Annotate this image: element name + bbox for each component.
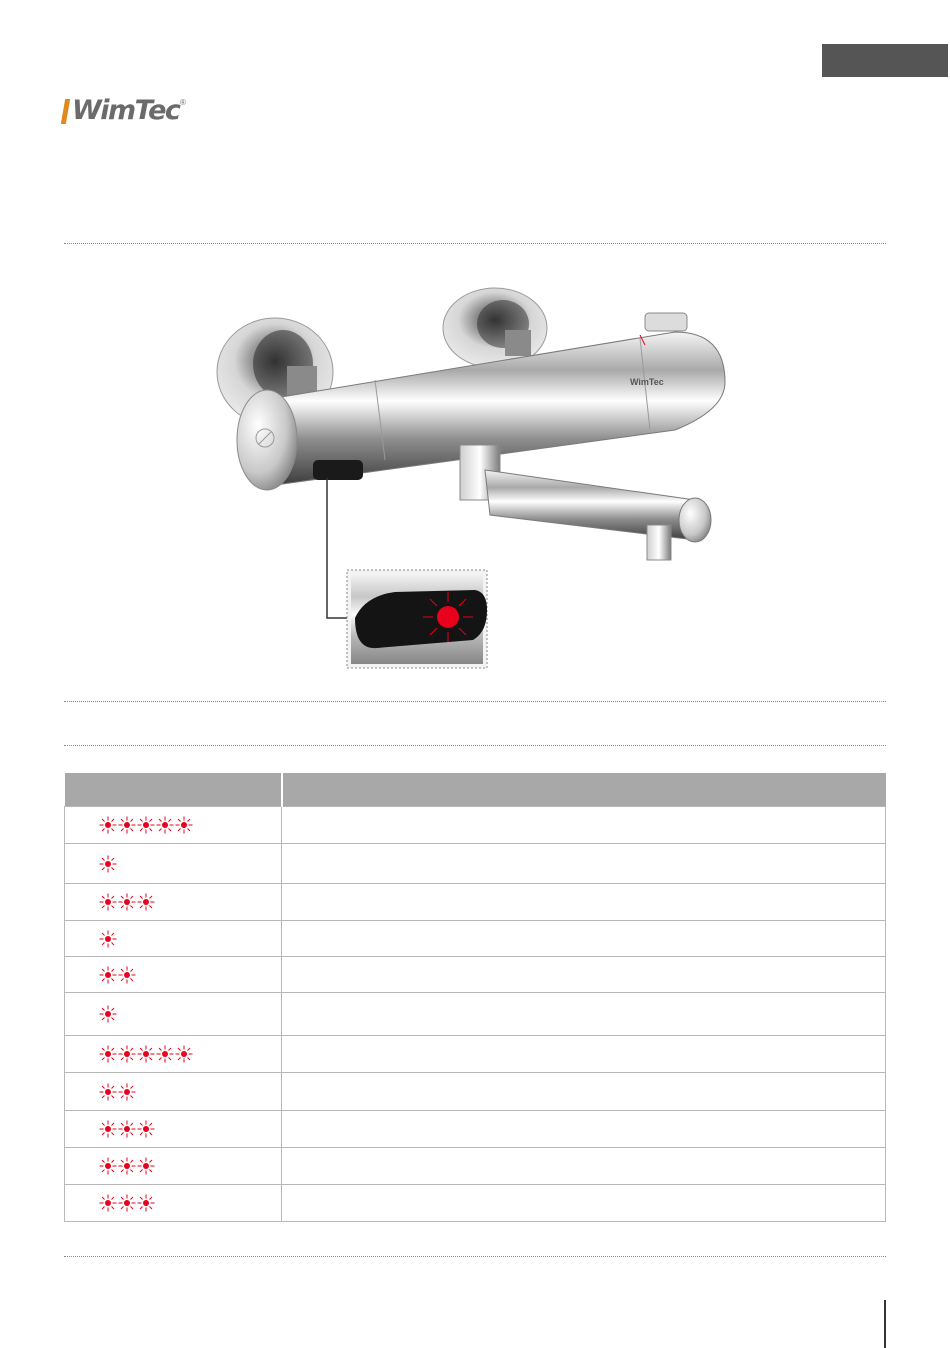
logo-text: WimTec xyxy=(72,95,180,126)
led-flash-icon xyxy=(137,1045,155,1063)
led-flash-icon xyxy=(99,1005,117,1023)
table-row xyxy=(65,1036,886,1073)
led-flash-icon xyxy=(137,1120,155,1138)
table-row xyxy=(65,921,886,957)
blink-pattern-cell xyxy=(65,1148,282,1185)
meaning-cell xyxy=(282,807,886,844)
table-row xyxy=(65,1111,886,1148)
table-row xyxy=(65,1148,886,1185)
led-flash-icon xyxy=(99,1120,117,1138)
meaning-cell xyxy=(282,1148,886,1185)
meaning-cell xyxy=(282,884,886,921)
led-flash-icon xyxy=(156,1045,174,1063)
meaning-cell xyxy=(282,844,886,884)
table-row xyxy=(65,993,886,1036)
registered-mark: ® xyxy=(180,98,186,107)
led-flash-icon xyxy=(137,893,155,911)
logo-mark xyxy=(61,99,70,124)
divider-top xyxy=(64,243,886,244)
table-row xyxy=(65,884,886,921)
meaning-cell xyxy=(282,1073,886,1111)
led-flash-icon xyxy=(99,1157,117,1175)
led-flash-icon xyxy=(99,966,117,984)
wimtec-logo xyxy=(63,96,203,130)
blink-pattern-cell xyxy=(65,921,282,957)
blink-pattern-cell xyxy=(65,993,282,1036)
faucet-illustration xyxy=(205,280,730,675)
meaning-cell xyxy=(282,1036,886,1073)
led-flash-icon xyxy=(99,1083,117,1101)
led-flash-icon xyxy=(137,1194,155,1212)
blink-pattern-cell xyxy=(65,844,282,884)
meaning-cell xyxy=(282,993,886,1036)
table-row xyxy=(65,844,886,884)
led-flash-icon xyxy=(118,1157,136,1175)
flash-sequence xyxy=(99,893,281,911)
led-flash-icon xyxy=(175,816,193,834)
table-row xyxy=(65,1185,886,1222)
blink-pattern-cell xyxy=(65,1185,282,1222)
led-flash-icon xyxy=(118,1194,136,1212)
divider-table-top xyxy=(64,745,886,746)
led-flash-icon xyxy=(118,816,136,834)
flash-sequence xyxy=(99,930,281,948)
blink-pattern-cell xyxy=(65,884,282,921)
divider-bottom xyxy=(64,1256,886,1257)
led-flash-icon xyxy=(118,1083,136,1101)
flash-sequence xyxy=(99,1005,281,1023)
led-flash-icon xyxy=(99,1045,117,1063)
section-tab xyxy=(822,44,948,77)
led-flash-icon xyxy=(118,1045,136,1063)
divider-middle xyxy=(64,701,886,702)
flash-sequence xyxy=(99,1083,281,1101)
blink-code-table xyxy=(64,773,886,1222)
table-header-row xyxy=(65,773,886,807)
engraved-brand: WimTec xyxy=(630,377,664,387)
flash-sequence xyxy=(99,1157,281,1175)
led-flash-icon xyxy=(99,893,117,911)
table-row xyxy=(65,1073,886,1111)
meaning-cell xyxy=(282,957,886,993)
callout-line xyxy=(327,478,349,618)
blink-pattern-cell xyxy=(65,1073,282,1111)
led-flash-icon xyxy=(137,816,155,834)
header-blink-pattern xyxy=(65,773,282,807)
flash-sequence xyxy=(99,966,281,984)
led-flash-icon xyxy=(118,1120,136,1138)
led-flash-icon xyxy=(118,966,136,984)
flash-sequence xyxy=(99,1194,281,1212)
blink-pattern-cell xyxy=(65,957,282,993)
led-flash-icon xyxy=(99,816,117,834)
header-meaning xyxy=(282,773,886,807)
led-flash-icon xyxy=(118,893,136,911)
blink-pattern-cell xyxy=(65,807,282,844)
red-led-indicator xyxy=(423,592,473,642)
flash-sequence xyxy=(99,816,281,834)
flash-sequence xyxy=(99,1045,281,1063)
flash-sequence xyxy=(99,1120,281,1138)
meaning-cell xyxy=(282,1185,886,1222)
blink-pattern-cell xyxy=(65,1111,282,1148)
spout xyxy=(460,445,711,560)
sensor-window xyxy=(313,460,363,480)
table-row xyxy=(65,807,886,844)
led-flash-icon xyxy=(99,930,117,948)
led-flash-icon xyxy=(156,816,174,834)
sensor-zoom-inset xyxy=(347,570,487,668)
blink-pattern-cell xyxy=(65,1036,282,1073)
meaning-cell xyxy=(282,1111,886,1148)
led-flash-icon xyxy=(99,1194,117,1212)
led-flash-icon xyxy=(137,1157,155,1175)
led-flash-icon xyxy=(99,855,117,873)
meaning-cell xyxy=(282,921,886,957)
led-flash-icon xyxy=(175,1045,193,1063)
end-cap xyxy=(237,390,297,490)
table-row xyxy=(65,957,886,993)
page-number-marker xyxy=(884,1300,886,1348)
flash-sequence xyxy=(99,855,281,873)
